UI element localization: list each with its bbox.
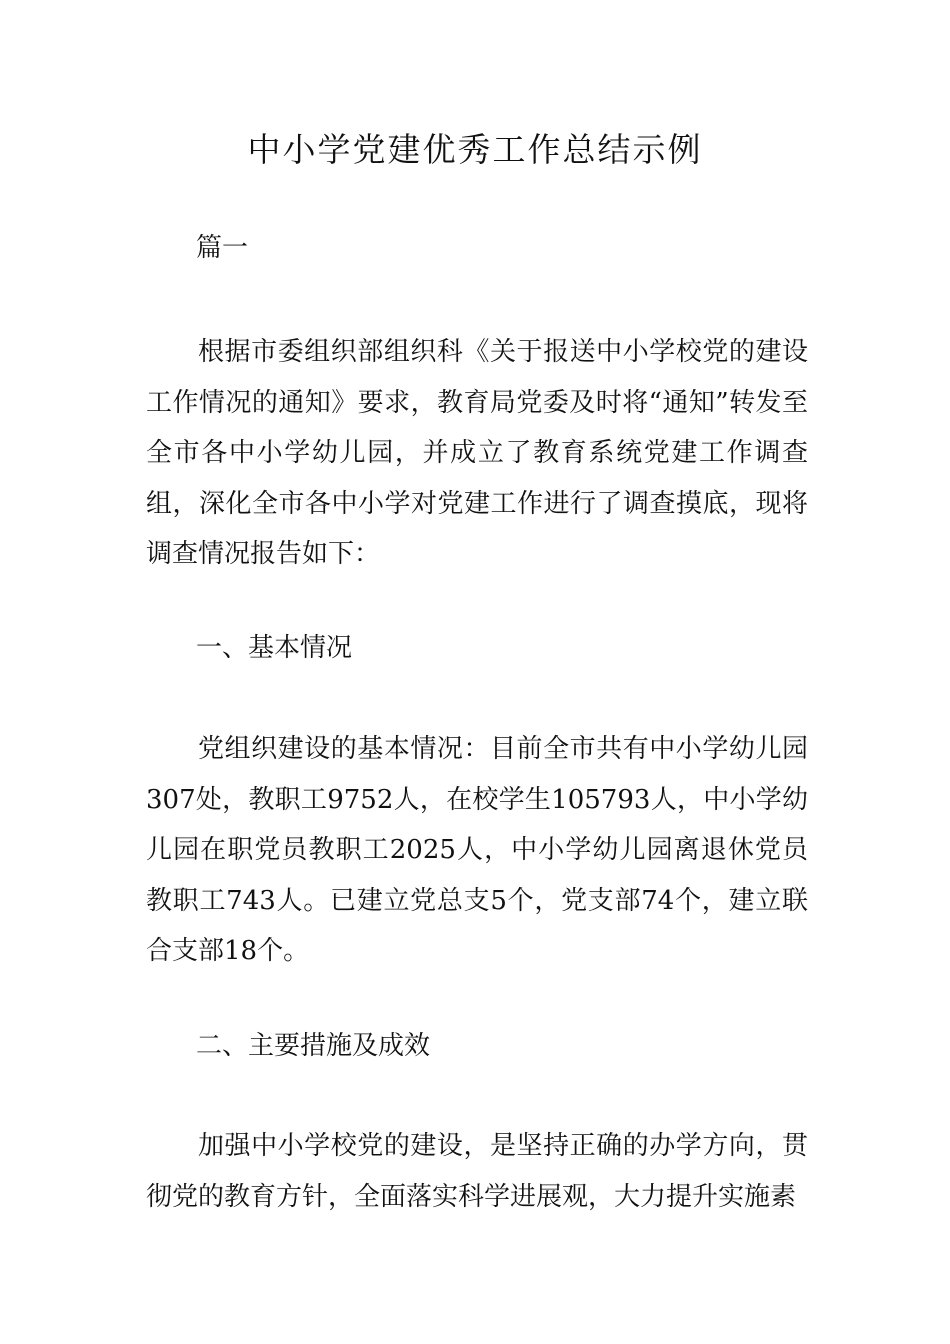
basic-situation-paragraph: 党组织建设的基本情况：目前全市共有中小学幼儿园307处，教职工9752人，在校学生105793人，中小学幼儿园在职党员教职工2025人，中小学幼儿园离退休党员教职工743人。已建立党总支5个，党支部74个，建立联合支部18个。 [146,734,808,966]
measures-paragraph: 加强中小学校党的建设，是坚持正确的办学方向，贯彻党的教育方针，全面落实科学进展观，大力提升实施素 [146,1131,808,1212]
document-title: 中小学党建优秀工作总结示例 [247,130,703,169]
section-heading-basic-situation: 一、基本情况 [196,633,353,663]
section-heading-measures: 二、主要措施及成效 [196,1031,431,1061]
part-label: 篇一 [196,233,249,263]
intro-paragraph: 根据市委组织部组织科《关于报送中小学校党的建设工作情况的通知》要求，教育局党委及时将“通知”转发至全市各中小学幼儿园，并成立了教育系统党建工作调查组，深化全市各中小学对党建工作进行了调查摸底，现将调查情况报告如下： [146,337,808,569]
